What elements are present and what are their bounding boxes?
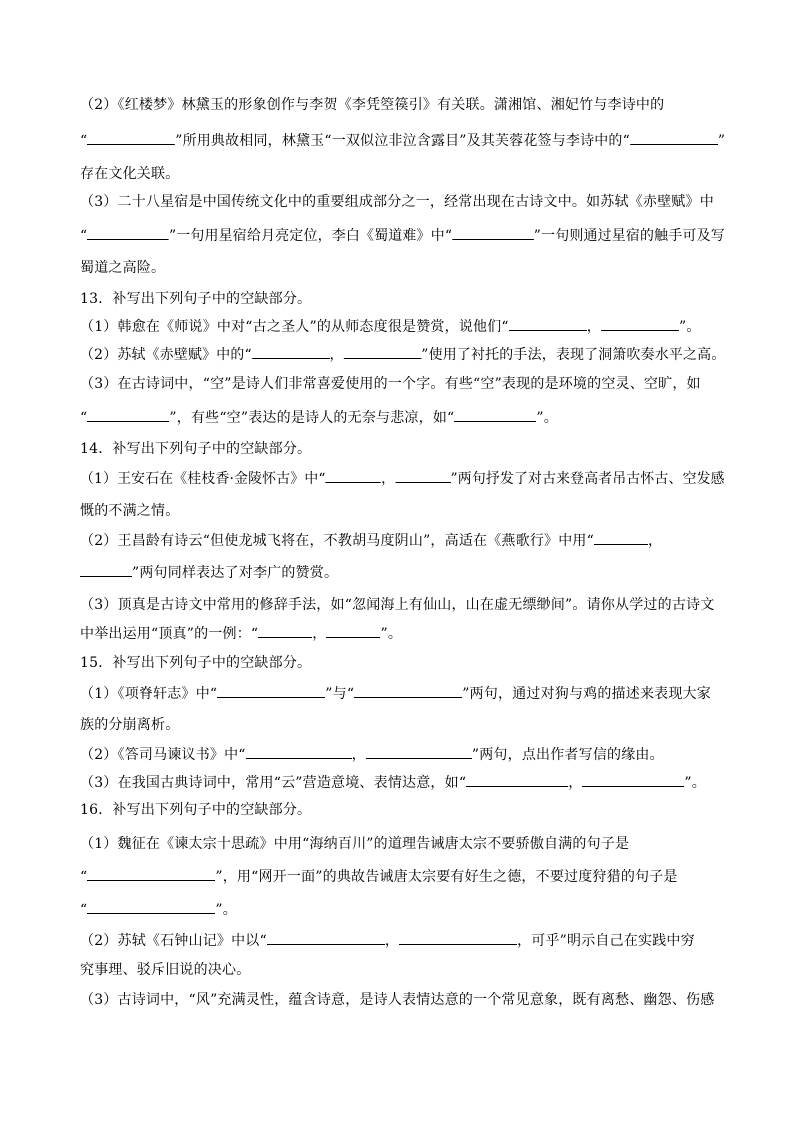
question-heading: 13．补写出下列句子中的空缺部分。 bbox=[80, 291, 312, 307]
text-line: （2）苏轼《石钟山记》中以“ ， ，可乎”明示自己在实践中穷 bbox=[80, 930, 695, 951]
text-line: 存在文化关联。 bbox=[80, 166, 180, 182]
text-line: （1）魏征在《谏太宗十思疏》中用“海纳百川”的道理告诫唐太宗不要骄傲自满的句子是 bbox=[80, 836, 630, 852]
text-line: （3）在我国古典诗词中，常用“云”营造意境、表情达意，如“ ， ”。 bbox=[80, 772, 706, 793]
text-line: （1）王安石在《桂枝香·金陵怀古》中“ ， ”两句抒发了对古来登高者吊古怀古、空发感 bbox=[80, 468, 725, 489]
text-line: （3）在古诗词中，“空”是诗人们非常喜爱使用的一个字。有些“空”表现的是环境的空灵、空旷，如 bbox=[80, 376, 701, 392]
answer-blank[interactable] bbox=[509, 316, 587, 331]
answer-blank[interactable] bbox=[326, 468, 381, 483]
answer-blank[interactable] bbox=[344, 344, 422, 359]
answer-blank[interactable] bbox=[87, 225, 169, 240]
text-line: （1）《项脊轩志》中“ ”与“ ”两句，通过对狗与鸡的描述来表现大家 bbox=[80, 683, 711, 704]
text-line: 蜀道之高险。 bbox=[80, 260, 166, 276]
text-line: （3）二十八星宿是中国传统文化中的重要组成部分之一，经常出现在古诗文中。如苏轼《赤壁赋》中 bbox=[80, 194, 714, 210]
answer-blank[interactable] bbox=[258, 623, 312, 638]
text-line: 中举出运用“顶真”的一例：“ ， ”。 bbox=[80, 623, 402, 644]
text-line: （2）苏轼《赤壁赋》中的“ ， ”使用了衬托的手法，表现了洞箫吹奏水平之高。 bbox=[80, 344, 725, 365]
text-line: “ ”所用典故相同，林黛玉“一双似泣非泣含露目”及其芙蓉花签与李诗中的“ ” bbox=[80, 130, 725, 151]
answer-blank[interactable] bbox=[87, 130, 175, 145]
text-line: “ ”。 bbox=[80, 899, 237, 920]
text-line: “ ”，有些“空”表达的是诗人的无奈与悲凉，如“ ”。 bbox=[80, 407, 558, 428]
text-line: 究事理、驳斥旧说的决心。 bbox=[80, 962, 251, 978]
text-line: （2）《答司马谏议书》中“ ， ”两句，点出作者写信的缘由。 bbox=[80, 744, 664, 765]
answer-blank[interactable] bbox=[87, 407, 169, 422]
question-heading: 16．补写出下列句子中的空缺部分。 bbox=[80, 802, 312, 818]
answer-blank[interactable] bbox=[395, 468, 450, 483]
text-line: “ ”，用“网开一面”的典故告诫唐太宗要有好生之德，不要过度狩猎的句子是 bbox=[80, 866, 678, 887]
answer-blank[interactable] bbox=[87, 899, 215, 914]
question-heading: 14．补写出下列句子中的空缺部分。 bbox=[80, 441, 312, 457]
answer-blank[interactable] bbox=[582, 772, 684, 787]
answer-blank[interactable] bbox=[246, 744, 352, 759]
answer-blank[interactable] bbox=[399, 930, 517, 945]
answer-blank[interactable] bbox=[217, 683, 325, 698]
text-line: 慨的不满之情。 bbox=[80, 503, 180, 519]
answer-blank[interactable] bbox=[601, 316, 679, 331]
text-line: “ ”一句用星宿给月亮定位，李白《蜀道难》中“ ”一句则通过星宿的触手可及写 bbox=[80, 225, 725, 246]
answer-blank[interactable] bbox=[252, 344, 330, 359]
text-line: （2）《红楼梦》林黛玉的形象创作与李贺《李凭箜篌引》有关联。潇湘馆、湘妃竹与李诗中的 bbox=[80, 97, 665, 113]
text-line: 族的分崩离析。 bbox=[80, 717, 180, 733]
text-line: （3）古诗词中，“风”充满灵性，蕴含诗意，是诗人表情达意的一个常见意象，既有离愁、幽怨、伤感 bbox=[80, 992, 715, 1008]
text-line: （1）韩愈在《师说》中对“古之圣人”的从师态度很是赞赏，说他们“ ， ”。 bbox=[80, 316, 701, 337]
answer-blank[interactable] bbox=[630, 130, 718, 145]
answer-blank[interactable] bbox=[354, 683, 462, 698]
answer-blank[interactable] bbox=[80, 562, 132, 577]
question-heading: 15．补写出下列句子中的空缺部分。 bbox=[80, 655, 312, 671]
text-line: （3）顶真是古诗文中常用的修辞手法，如“忽闻海上有仙山，山在虚无缥缈间”。请你从学过的古诗文 bbox=[80, 597, 715, 613]
answer-blank[interactable] bbox=[466, 772, 568, 787]
answer-blank[interactable] bbox=[326, 623, 380, 638]
answer-blank[interactable] bbox=[454, 407, 536, 422]
text-line: ”两句同样表达了对李广的赞赏。 bbox=[80, 562, 338, 583]
answer-blank[interactable] bbox=[452, 225, 534, 240]
answer-blank[interactable] bbox=[594, 530, 648, 545]
text-line: （2）王昌龄有诗云“但使龙城飞将在，不教胡马度阴山”，高适在《燕歌行》中用“ ， bbox=[80, 530, 662, 551]
answer-blank[interactable] bbox=[87, 866, 215, 881]
answer-blank[interactable] bbox=[267, 930, 385, 945]
answer-blank[interactable] bbox=[366, 744, 472, 759]
